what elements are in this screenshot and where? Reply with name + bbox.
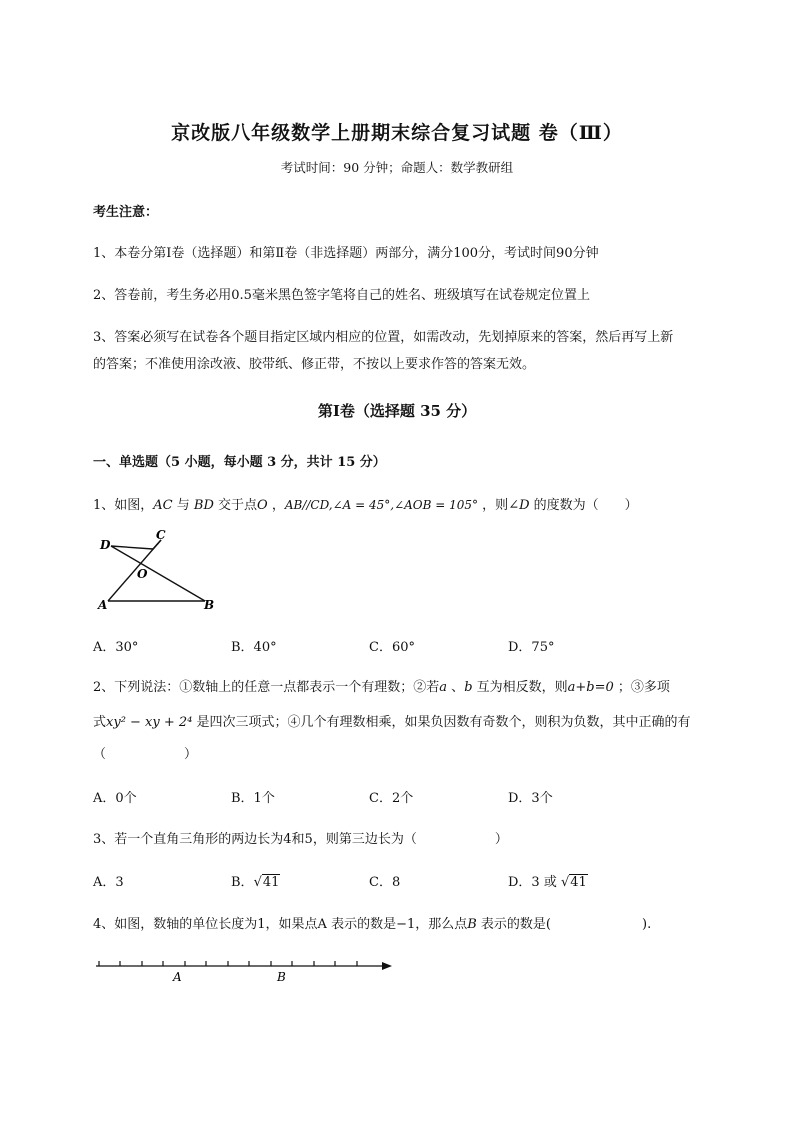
- sqrt-symbol: √: [560, 875, 570, 890]
- section-title: 第Ⅰ卷（选择题 35 分）: [317, 402, 477, 420]
- q1-option-b[interactable]: B．40°: [231, 640, 277, 655]
- figure-label-o: O: [137, 567, 148, 581]
- question-2-line-1: [93, 676, 670, 695]
- notice-item-3-cont: 的答案；不准使用涂改液、胶带纸、修正带，不按以上要求作答的答案无效。: [93, 357, 536, 372]
- notice-heading: 考生注意：: [93, 205, 159, 220]
- q2-text: 互为相反数，则: [472, 680, 568, 695]
- q1-text: ，则: [478, 498, 509, 513]
- figure-label-a: A: [98, 598, 108, 612]
- q2-equation: a+b=0: [567, 680, 614, 695]
- q2-var-a: a: [439, 680, 448, 695]
- q3-option-d-label: D．3 或: [508, 875, 561, 890]
- q2-var-b: b: [464, 680, 473, 695]
- number-line: [90, 955, 400, 990]
- q3-option-d[interactable]: [508, 871, 588, 890]
- q2-text: ；③多项: [613, 680, 670, 695]
- q3-option-b-radicand: 41: [262, 875, 280, 890]
- q3-option-d-radicand: 41: [570, 875, 587, 890]
- question-2-line-2: [93, 711, 691, 730]
- figure-label-b: B: [204, 598, 215, 612]
- q4-var-b: B: [467, 917, 477, 932]
- q1-option-c[interactable]: C．60°: [369, 640, 415, 655]
- q3-option-b-label: B．: [231, 875, 254, 890]
- question-3: 3、若一个直角三角形的两边长为4和5，则第三边长为（ ）: [93, 832, 508, 847]
- notice-item-2: 2、答卷前，考生务必用0.5毫米黑色签字笔将自己的姓名、班级填写在试卷规定位置上: [93, 288, 590, 303]
- q2-option-d[interactable]: D．3个: [508, 791, 553, 806]
- q2-polynomial: xy² − xy + 2⁴: [106, 715, 193, 730]
- notice-item-3: 3、答案必须写在试卷各个题目指定区域内相应的位置，如需改动，先划掉原来的答案，然后再写上新: [93, 330, 674, 345]
- q4-text: 4、如图，数轴的单位长度为1，如果点A 表示的数是−1，那么点: [93, 917, 468, 932]
- q2-text: 是四次三项式；④几个有理数相乘，如果负因数有奇数个，则积为负数，其中正确的有: [192, 715, 691, 730]
- q1-angle-d: ∠D: [508, 498, 530, 513]
- q1-var-ac: AC: [153, 498, 173, 513]
- question-1: [93, 494, 638, 513]
- q1-text: 交于点: [213, 498, 258, 513]
- q3-option-b[interactable]: [231, 871, 280, 890]
- q2-option-b[interactable]: B．1个: [231, 791, 275, 806]
- q1-figure: [95, 530, 225, 615]
- q1-option-a[interactable]: A．30°: [93, 640, 139, 655]
- axis-label-a: A: [173, 970, 182, 984]
- question-4: [93, 913, 651, 932]
- q2-option-c[interactable]: C．2个: [369, 791, 414, 806]
- q1-var-o: O: [257, 498, 268, 513]
- q1-condition: AB//CD,∠A = 45°,∠AOB = 105°: [284, 498, 479, 512]
- q1-text: 与: [172, 498, 194, 513]
- q3-option-c[interactable]: C．8: [369, 875, 401, 890]
- exam-info: 考试时间：90 分钟；命题人：数学教研组: [280, 160, 514, 175]
- question-2-line-3: （ ）: [93, 747, 198, 762]
- q2-text: 、: [447, 680, 465, 695]
- q1-text: ，: [267, 498, 285, 513]
- q3-option-a[interactable]: A．3: [93, 875, 124, 890]
- figure-label-c: C: [156, 530, 166, 542]
- figure-label-d: D: [100, 538, 111, 552]
- q2-text: 2、下列说法：①数轴上的任意一点都表示一个有理数；②若: [93, 680, 440, 695]
- q2-option-a[interactable]: A．0个: [93, 791, 137, 806]
- q1-option-d[interactable]: D．75°: [508, 640, 555, 655]
- q1-var-bd: BD: [193, 498, 214, 513]
- q2-text: 式: [93, 715, 107, 730]
- axis-label-b: B: [277, 970, 286, 984]
- q1-text: 的度数为（ ）: [529, 498, 638, 513]
- q4-text: 表示的数是( ).: [476, 917, 652, 932]
- q1-text: 1、如图，: [93, 498, 154, 513]
- sqrt-symbol: √: [253, 875, 262, 890]
- page-title: 京改版八年级数学上册期末综合复习试题 卷（Ⅲ）: [171, 122, 623, 144]
- part-heading: 一、单选题（5 小题，每小题 3 分，共计 15 分）: [93, 455, 386, 470]
- notice-item-1: 1、本卷分第Ⅰ卷（选择题）和第Ⅱ卷（非选择题）两部分，满分100分，考试时间90分钟: [93, 246, 599, 261]
